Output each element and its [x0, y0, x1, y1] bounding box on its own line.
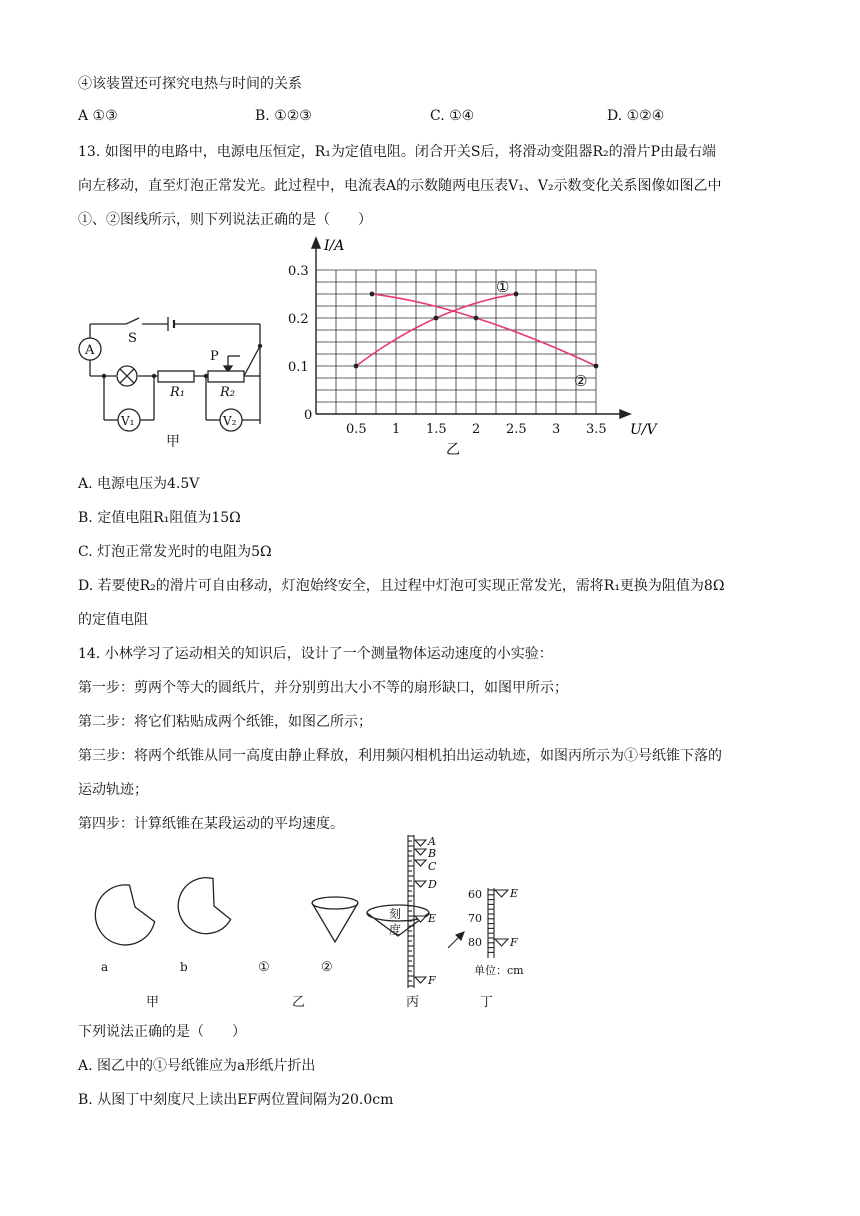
y-axis-label: I/A	[324, 238, 345, 254]
circuit-caption: 甲	[166, 434, 180, 450]
series-2-point	[370, 292, 375, 297]
y-tick-label: 0	[304, 408, 313, 423]
disc-a-label: a	[101, 960, 109, 974]
q14-step3-line2: 运动轨迹；	[78, 782, 148, 798]
x-tick-label: 3	[552, 422, 561, 437]
slider-label: P	[210, 349, 219, 364]
x-tick-label: 3.5	[586, 422, 607, 437]
r2-label: R₂	[220, 385, 235, 400]
ding-point-f-label: F	[510, 936, 518, 949]
ruler-label-1: 刻	[389, 907, 402, 921]
series-1-point	[514, 292, 519, 297]
v2-label: V₂	[223, 414, 237, 428]
point-d-label: D	[428, 878, 437, 891]
q12-item4: ④该装置还可探究电热与时间的关系	[78, 76, 302, 92]
q12-option-c: C. ①④	[430, 108, 475, 124]
ding-tick-80: 80	[468, 936, 482, 949]
x-tick-label: 1	[392, 422, 401, 437]
ruler-label-2: 度	[389, 923, 402, 937]
caption-ding: 丁	[480, 995, 494, 1010]
q12-option-a: A ①③	[78, 108, 118, 124]
q14-option-a: A. 图乙中的①号纸锥应为a形纸片折出	[78, 1058, 316, 1074]
graph-caption: 乙	[446, 442, 460, 458]
cone-2-label: ②	[321, 960, 333, 975]
x-tick-label: 2.5	[506, 422, 527, 437]
q12-option-b: B. ①②③	[255, 108, 312, 124]
q14-step3-line1: 第三步：将两个纸锥从同一高度由静止释放，利用频闪相机拍出运动轨迹，如图丙所示为①号纸锥下落的	[78, 748, 722, 764]
q13-option-d-line1: D. 若要使R₂的滑片可自由移动，灯泡始终安全，且过程中灯泡可实现正常发光，需将R₁更换为阻值为8Ω	[78, 578, 725, 594]
series-2-label: ②	[574, 372, 588, 390]
q13-option-a: A. 电源电压为4.5V	[78, 476, 200, 492]
unit-label: 单位：cm	[474, 964, 524, 977]
series-2-point	[594, 364, 599, 369]
q14-step2: 第二步：将它们粘贴成两个纸锥，如图乙所示；	[78, 714, 372, 730]
series-1-label: ①	[496, 278, 510, 296]
series-2-point	[474, 316, 479, 321]
series-1-point	[434, 316, 439, 321]
q14-prompt: 下列说法正确的是（ ）	[78, 1024, 246, 1040]
circuit-diagram	[76, 300, 276, 450]
point-b-label: B	[428, 847, 437, 860]
series-1-point	[354, 364, 359, 369]
q13-stem-line2: 向左移动，直至灯泡正常发光。此过程中，电流表A的示数随两电压表V₁、V₂示数变化关系图像如图乙中	[78, 178, 722, 194]
caption-bing: 丙	[406, 995, 420, 1010]
q14-step1: 第一步：剪两个等大的圆纸片，并分别剪出大小不等的扇形缺口，如图甲所示；	[78, 680, 568, 696]
v1-label: V₁	[121, 414, 135, 428]
x-axis-label: U/V	[630, 422, 657, 438]
x-tick-label: 0.5	[346, 422, 367, 437]
ding-point-e-label: E	[510, 887, 519, 900]
caption-jia: 甲	[146, 995, 160, 1010]
disc-b-label: b	[180, 960, 188, 974]
x-tick-label: 2	[472, 422, 481, 437]
caption-yi: 乙	[292, 995, 306, 1010]
r1-label: R₁	[170, 385, 185, 400]
point-e-label: E	[428, 912, 437, 925]
y-tick-label: 0.1	[288, 360, 309, 375]
ding-tick-60: 60	[468, 888, 482, 901]
y-tick-label: 0.3	[288, 264, 309, 279]
iu-graph	[288, 236, 666, 458]
paper-cone-figure	[70, 830, 550, 1015]
q13-option-c: C. 灯泡正常发光时的电阻为5Ω	[78, 544, 272, 560]
ammeter-label: A	[85, 343, 95, 358]
q14-stem: 14. 小林学习了运动相关的知识后，设计了一个测量物体运动速度的小实验：	[78, 646, 553, 662]
q13-option-d-line2: 的定值电阻	[78, 612, 148, 628]
q13-stem-line3: ①、②图线所示，则下列说法正确的是（ ）	[78, 212, 372, 228]
q14-option-b: B. 从图丁中刻度尺上读出EF两位置间隔为20.0cm	[78, 1092, 394, 1108]
cone-1-label: ①	[258, 960, 270, 975]
y-tick-label: 0.2	[288, 312, 309, 327]
x-tick-label: 1.5	[426, 422, 447, 437]
point-a-label: A	[428, 835, 436, 848]
q14-step4: 第四步：计算纸锥在某段运动的平均速度。	[78, 816, 344, 832]
point-f-label: F	[428, 974, 436, 987]
q13-option-b: B. 定值电阻R₁阻值为15Ω	[78, 510, 241, 526]
q12-option-d: D. ①②④	[607, 108, 665, 124]
point-c-label: C	[428, 860, 437, 873]
switch-label: S	[128, 331, 137, 346]
ding-tick-70: 70	[468, 912, 482, 925]
q13-stem-line1: 13. 如图甲的电路中，电源电压恒定，R₁为定值电阻。闭合开关S后，将滑动变阻器R₂的滑片P由最右端	[78, 144, 717, 160]
